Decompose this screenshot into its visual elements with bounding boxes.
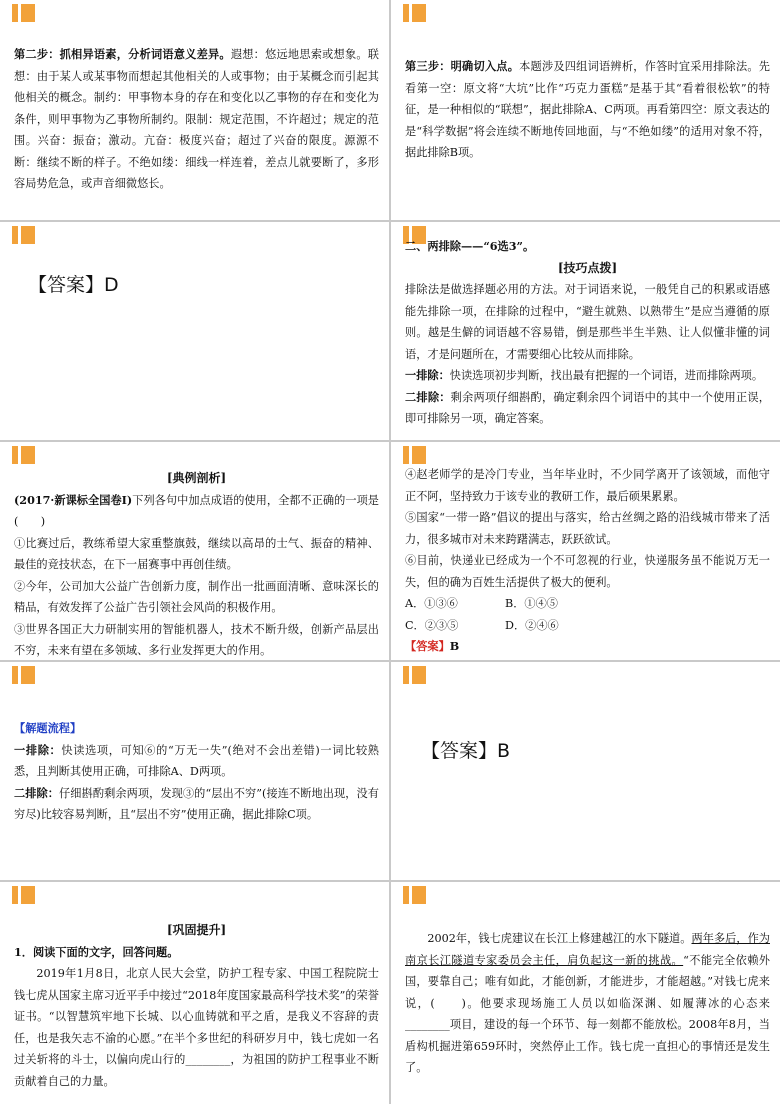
slide-body bbox=[14, 920, 379, 1092]
step-text: 遐想：悠远地思索或想象。联想：由于某人或某事物而想起其他相关的人或事物；由于某概念而引起其他相关的概念。制约：甲事物本身的存在和变化以乙事物的存在和变化为条件，则甲事物为乙事物所制约。限制：规定范围，不许超过；规定的范围。兴奋：振奋；激动。亢奋：极度兴奋；超过了兴奋的限度。源源不断：继续不断的样子。不绝如缕：细线一样连着，差点儿就要断了，多形容局势危急，或声音细微悠长。 bbox=[14, 48, 379, 190]
step-text: 本题涉及四组词语辨析，作答时宜采用排除法。先看第一空：原文将“大坑”比作“巧克力蛋糕”是基于其“看着很松软”的特征，是一种相似的“联想”，据此排除A、C两项。再看第四空：原文表达的是“科学数据”将会连续不断地传回地面，与“不绝如缕”的适用对象不符，据此排除B项。 bbox=[405, 60, 770, 159]
slide-body bbox=[14, 44, 379, 195]
option-item-2: ②今年，公司加大公益广告创新力度，制作出一批画面清晰、意味深长的精品，有效发挥了公益广告引领社会风尚的积极作用。 bbox=[14, 579, 379, 614]
slide-body bbox=[14, 718, 379, 826]
question-prompt: 1．阅读下面的文字，回答问题。 bbox=[14, 944, 179, 959]
step2-label: 二排除： bbox=[14, 785, 60, 800]
step1-label: 一排除： bbox=[405, 368, 450, 382]
slide-1 bbox=[0, 0, 389, 220]
sub-heading: [技巧点拨] bbox=[557, 260, 618, 275]
question-source: (2017·新课标全国卷Ⅰ) bbox=[14, 492, 133, 507]
option-item-5: ⑤国家“一带一路”倡议的提出与落实，给古丝绸之路的沿线城市带来了活力，很多城市对未来跨躇满志，跃跃欲试。 bbox=[405, 511, 770, 546]
slide-9 bbox=[0, 882, 389, 1104]
option-item-3: ③世界各国正大力研制实用的智能机器人，技术不断升级，创新产品层出不穷，未来有望在多领域、多行业发挥更大的作用。 bbox=[14, 622, 379, 657]
step2-text: 剩余两项仔细斟酌，确定剩余四个词语中的其中一个使用正误，即可排除另一项，确定答案。 bbox=[405, 390, 770, 425]
step-title: 第二步：抓相异语素，分析词语意义差异。 bbox=[14, 47, 231, 61]
slide-8 bbox=[391, 662, 780, 880]
slide-body bbox=[405, 464, 770, 658]
slide-6 bbox=[391, 442, 780, 660]
slide-body bbox=[14, 468, 379, 660]
question-stem: 下列各句中加点成语的使用，全都不正确的一项是( ) bbox=[14, 493, 379, 528]
answer-text: 【答案】B bbox=[421, 740, 511, 762]
intro-paragraph: 排除法是做选择题必用的方法。对于词语来说，一般凭自己的积累或语感能先排除一项，在排除的过程中，“避生就熟、以熟带生”是应当遵循的原则。越是生僻的词语越不容易错，倒是那些半生半熟、让人似懂非懂的词语，才是问题所在，才需要细心比较从而排除。 bbox=[405, 283, 770, 361]
step1-label: 一排除： bbox=[14, 742, 62, 757]
section-heading: [典例剖析] bbox=[166, 471, 227, 485]
slide-10 bbox=[391, 882, 780, 1104]
choice-c: C．②③⑤ bbox=[405, 618, 459, 632]
choices-row-1 bbox=[405, 593, 770, 615]
choices-row-2 bbox=[405, 615, 770, 637]
step1-text: 快读选项，可知⑥的“万无一失”(绝对不会出差错)一词比较熟悉，且判断其使用正确，可排除A、D两项。 bbox=[14, 743, 379, 778]
answer-value: B bbox=[449, 639, 460, 653]
slide-2 bbox=[391, 0, 780, 220]
step-title: 第三步：明确切入点。 bbox=[405, 59, 520, 73]
slide-4 bbox=[391, 222, 780, 440]
option-item-6: ⑥目前，快递业已经成为一个不可忽视的行业，快递服务虽不能说万无一失，但的确为百姓生活提供了极大的便利。 bbox=[405, 554, 770, 589]
paragraph-part-a: 2002年，钱七虎建议在长江上修建越江的水下隧道。 bbox=[427, 932, 692, 945]
choice-d: D．②④⑥ bbox=[505, 618, 559, 632]
option-item-4: ④赵老师学的是冷门专业，当年毕业时，不少同学离开了该领域，而他守正不阿，坚持致力于该专业的教研工作，最后硕果累累。 bbox=[405, 468, 770, 503]
answer-text: 【答案】D bbox=[28, 274, 119, 296]
step1-text: 快读选项初步判断，找出最有把握的一个词语，进而排除两项。 bbox=[449, 369, 764, 382]
slide-3 bbox=[0, 222, 389, 440]
option-item-1: ①比赛过后，教练希望大家重整旗鼓，继续以高昂的士气、振奋的精神、最佳的竞技状态，在下一届赛事中再创佳绩。 bbox=[14, 536, 379, 571]
paragraph-part-c: “不能完全依赖外国，要靠自己；唯有如此，才能创新，才能进步，才能超越。”对钱七虎来说，( )。他要求现场施工人员以如临深渊、如履薄冰的心态来________项目，建设的每一个环节、每一刻都不能放松。2008年8月，当盾构机掘进第659环时，突然停止工作。钱七虎一直担心的事情还是发生了。 bbox=[405, 953, 770, 1074]
reading-paragraph: 2019年1月8日，北京人民大会堂，防护工程专家、中国工程院院士钱七虎从国家主席习近平手中接过“2018年度国家最高科学技术奖”的荣誉证书。“以智慧筑牢地下长城、以心血铸就和平之盾，是我义不容辞的责任，也是我矢志不渝的心愿。”在半个多世纪的科研岁月中，钱七虎如一名过关斩将的斗士，以偏向虎山行的________，为祖国的防护工程事业不断贡献着自己的力量。 bbox=[14, 967, 379, 1088]
step2-text: 仔细斟酌剩余两项，发现③的“层出不穷”(接连不断地出现，没有穷尽)比较容易判断，且“层出不穷”使用正确，据此排除C项。 bbox=[14, 786, 379, 821]
choice-b: B．①④⑤ bbox=[505, 597, 558, 610]
section-heading: [巩固提升] bbox=[166, 923, 227, 937]
answer-label: 【答案】 bbox=[405, 639, 450, 653]
section-heading: 【解题流程】 bbox=[14, 721, 82, 735]
choice-a: A．①③⑥ bbox=[405, 597, 458, 610]
slide-body bbox=[405, 928, 770, 1079]
slide-7 bbox=[0, 662, 389, 880]
slide-5 bbox=[0, 442, 389, 660]
underlined-sentence: 两年多后，作为南京长江隧道专家委员会主任，肩负起这一新的挑战。 bbox=[405, 932, 770, 967]
section-heading: 二、两排除——“6选3”。 bbox=[405, 239, 535, 253]
slide-body bbox=[405, 56, 770, 164]
step2-label: 二排除： bbox=[405, 389, 451, 404]
slide-body bbox=[405, 236, 770, 430]
